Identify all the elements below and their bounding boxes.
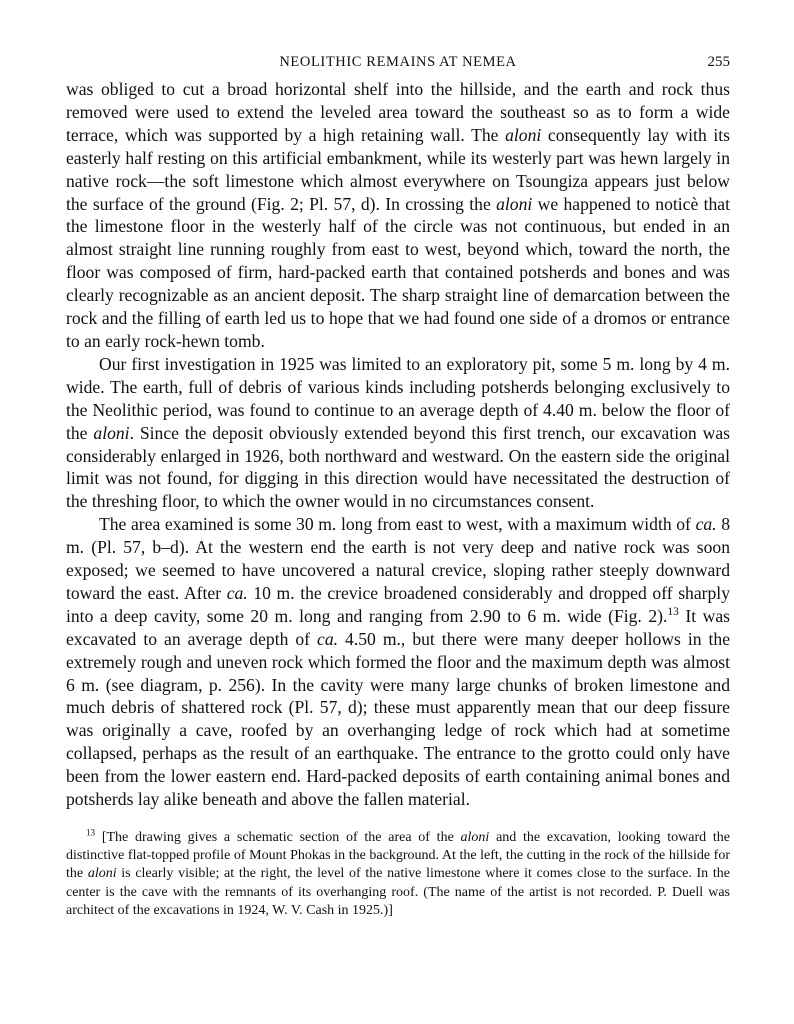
text-run: 4.50 m., but there were many deeper hollows in the extremely rough and uneven rock which formed the floor and the maximum depth was almost 6 m. (see diagram, p. 256). In the cavity were many large chunks of broken limestone and much debris of shattered rock (Pl. 57, d); these must apparently mean that our deep fissure was originally a cave, roofed by an overhanging ledge of rock which had at sometime collapsed, perhaps as the result of an earthquake. The entrance to the grotto could only have been from the lower eastern end. Hard-packed deposits of earth containing animal bones and potsherds lay alike beneath and above the fallen material. — [66, 628, 731, 810]
text-run: Our first investigation in 1925 was limited to an exploratory pit, some 5 m. long by 4 m. wide. The earth, full of debris of various kinds including potsherds belonging exclusively to the Neolithic period, was found to continue to an average depth of 4.40 m. below the floor of the — [66, 353, 730, 443]
text-run: [The drawing gives a schematic section of the area of the — [95, 830, 461, 845]
footnotes — [66, 829, 730, 920]
body-paragraph — [66, 78, 730, 353]
body-paragraph — [66, 353, 730, 513]
text-run: 10 m. the crevice broadened considerably and dropped off sharply into a deep cavity, some 20 m. long and ranging from 2.90 to 6 m. wide (Fig. 2). — [66, 582, 730, 626]
text-run: The area examined is some 30 m. long from east to west, with a maximum width of — [99, 514, 696, 535]
italic-term: aloni — [460, 830, 490, 845]
italic-term: aloni — [93, 422, 130, 443]
text-run: 8 m. (Pl. 57, b–d). At the western end the earth is not very deep and native rock was soon exposed; we seemed to have uncovered a natural crevice, sloping rather steeply downward toward the east. After — [66, 514, 731, 603]
body-text — [66, 78, 730, 811]
text-run: was obliged to cut a broad horizontal shelf into the hillside, and the earth and rock thus removed were used to extend the leveled area toward the southeast so as to form a wide terrace, which was supported by a high retaining wall. The — [66, 79, 730, 145]
italic-term: ca. — [695, 514, 717, 535]
body-paragraph — [66, 513, 730, 811]
text-run: and the excavation, looking toward the distinctive flat-topped profile of Mount Phokas in the background. At the left, the cutting in the rock of the hillside for the — [66, 830, 730, 882]
page — [66, 48, 730, 920]
text-run: . Since the deposit obviously extended beyond this first trench, our excavation was considerably enlarged in 1926, both northward and westward. On the eastern side the original limit was not found, for digging in this direction would have necessitated the destruction of the threshing floor, to which the owner would in no circumstances consent. — [66, 422, 730, 512]
italic-term: ca. — [226, 582, 248, 603]
text-run: It was excavated to an average depth of — [66, 605, 730, 649]
footnote-marker: 13 — [667, 605, 679, 618]
italic-term: aloni — [496, 193, 533, 214]
italic-term: aloni — [87, 866, 117, 882]
italic-term: ca. — [317, 628, 339, 649]
page-header — [66, 48, 730, 78]
text-run: is clearly visible; at the right, the level of the native limestone where it comes close to the surface. In the center is the cave with the remnants of its overhanging roof. (The name of the artist is not recorded. P. Duell was architect of the excavations in 1924, W. V. Cash in 1925.)] — [66, 866, 730, 918]
footnote — [66, 829, 730, 920]
page-number: 255 — [707, 54, 730, 70]
text-run: we happened to noticè that the limestone floor in the westerly half of the circle was not continuous, but ended in an almost straight line running roughly from east to west, beyond which, toward the north, the floor was composed of firm, hard-packed earth that contained potsherds and bones and was clearly recognizable as an ancient deposit. The sharp straight line of demarcation between the rock and the filling of earth led us to hope that we had found one side of a dromos or entrance to an early rock-hewn tomb. — [66, 193, 730, 351]
italic-term: aloni — [505, 124, 542, 145]
running-head: NEOLITHIC REMAINS AT NEMEA — [279, 54, 517, 70]
footnote-marker: 13 — [86, 827, 96, 838]
text-run: consequently lay with its easterly half resting on this artificial embankment, while its westerly part was hewn largely in native rock—the soft limestone which almost everywhere on Tsoungiza appears just below the surface of the ground (Fig. 2; Pl. 57, d). In crossing the — [66, 124, 730, 214]
